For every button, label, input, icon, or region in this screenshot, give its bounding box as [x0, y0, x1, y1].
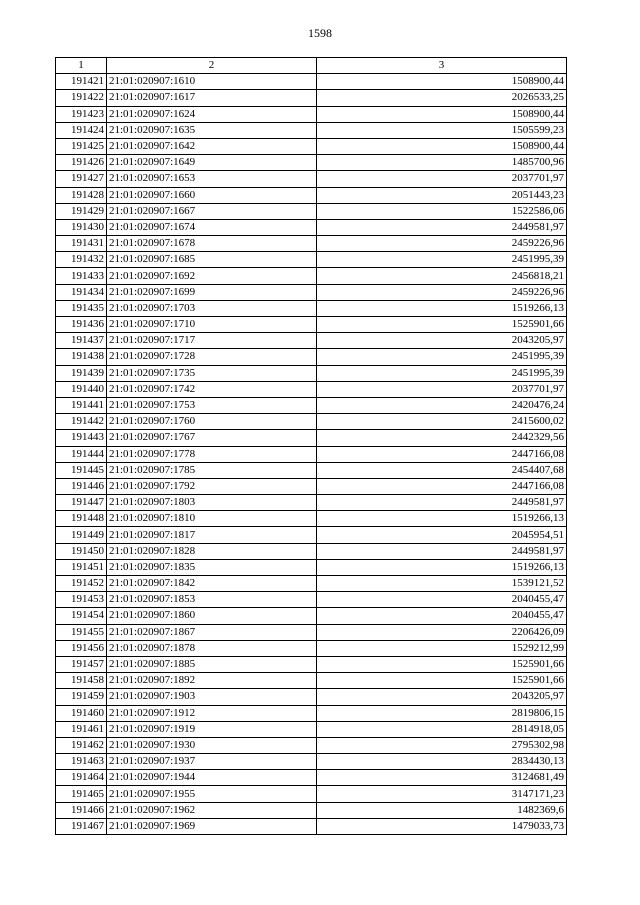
value-cell: 3124681,49 — [317, 770, 567, 786]
value-cell: 2043205,97 — [317, 689, 567, 705]
row-number-cell: 191436 — [56, 317, 107, 333]
table-row — [56, 478, 567, 494]
value-cell: 2795302,98 — [317, 737, 567, 753]
row-number-cell: 191447 — [56, 495, 107, 511]
value-cell: 1479033,73 — [317, 818, 567, 834]
table-row — [56, 673, 567, 689]
cadastral-number-cell: 21:01:020907:1962 — [107, 802, 317, 818]
cadastral-number-cell: 21:01:020907:1674 — [107, 219, 317, 235]
value-cell: 3147171,23 — [317, 786, 567, 802]
row-number-cell: 191460 — [56, 705, 107, 721]
cadastral-number-cell: 21:01:020907:1635 — [107, 122, 317, 138]
cadastral-number-cell: 21:01:020907:1742 — [107, 381, 317, 397]
row-number-cell: 191439 — [56, 365, 107, 381]
value-cell: 2037701,97 — [317, 171, 567, 187]
cadastral-number-cell: 21:01:020907:1660 — [107, 187, 317, 203]
row-number-cell: 191443 — [56, 430, 107, 446]
page-number: 1598 — [308, 26, 332, 40]
table-row — [56, 430, 567, 446]
cadastral-number-cell: 21:01:020907:1649 — [107, 155, 317, 171]
cadastral-number-cell: 21:01:020907:1642 — [107, 138, 317, 154]
cadastral-number-cell: 21:01:020907:1919 — [107, 721, 317, 737]
cadastral-number-cell: 21:01:020907:1835 — [107, 559, 317, 575]
row-number-cell: 191455 — [56, 624, 107, 640]
table-row — [56, 592, 567, 608]
cadastral-number-cell: 21:01:020907:1703 — [107, 300, 317, 316]
cadastral-number-cell: 21:01:020907:1828 — [107, 543, 317, 559]
row-number-cell: 191440 — [56, 381, 107, 397]
cadastral-number-cell: 21:01:020907:1753 — [107, 397, 317, 413]
table-row — [56, 527, 567, 543]
table-row — [56, 155, 567, 171]
table-row — [56, 656, 567, 672]
value-cell: 2449581,97 — [317, 495, 567, 511]
table-row — [56, 90, 567, 106]
value-cell: 2447166,08 — [317, 478, 567, 494]
table-row — [56, 365, 567, 381]
value-cell: 1508900,44 — [317, 74, 567, 90]
value-cell: 2814918,05 — [317, 721, 567, 737]
cadastral-number-cell: 21:01:020907:1912 — [107, 705, 317, 721]
cadastral-number-cell: 21:01:020907:1944 — [107, 770, 317, 786]
row-number-cell: 191456 — [56, 640, 107, 656]
table-row — [56, 705, 567, 721]
value-cell: 2449581,97 — [317, 543, 567, 559]
cadastral-number-cell: 21:01:020907:1778 — [107, 446, 317, 462]
table-row — [56, 786, 567, 802]
row-number-cell: 191450 — [56, 543, 107, 559]
table-row — [56, 511, 567, 527]
value-cell: 1525901,66 — [317, 656, 567, 672]
value-cell: 1522586,06 — [317, 203, 567, 219]
table-row — [56, 171, 567, 187]
cadastral-number-cell: 21:01:020907:1728 — [107, 349, 317, 365]
table-row — [56, 203, 567, 219]
value-cell: 2442329,56 — [317, 430, 567, 446]
row-number-cell: 191457 — [56, 656, 107, 672]
row-number-cell: 191433 — [56, 268, 107, 284]
table-row — [56, 543, 567, 559]
value-cell: 2045954,51 — [317, 527, 567, 543]
value-cell: 2454407,68 — [317, 462, 567, 478]
value-cell: 2819806,15 — [317, 705, 567, 721]
table-row — [56, 737, 567, 753]
value-cell: 1508900,44 — [317, 138, 567, 154]
cadastral-number-cell: 21:01:020907:1710 — [107, 317, 317, 333]
row-number-cell: 191426 — [56, 155, 107, 171]
value-cell: 2043205,97 — [317, 333, 567, 349]
value-cell: 1508900,44 — [317, 106, 567, 122]
cadastral-number-cell: 21:01:020907:1810 — [107, 511, 317, 527]
row-number-cell: 191424 — [56, 122, 107, 138]
row-number-cell: 191427 — [56, 171, 107, 187]
value-cell: 2447166,08 — [317, 446, 567, 462]
row-number-cell: 191437 — [56, 333, 107, 349]
table-row — [56, 624, 567, 640]
table-row — [56, 333, 567, 349]
value-cell: 2420476,24 — [317, 397, 567, 413]
cadastral-number-cell: 21:01:020907:1735 — [107, 365, 317, 381]
value-cell: 1525901,66 — [317, 317, 567, 333]
value-cell: 2206426,09 — [317, 624, 567, 640]
value-cell: 1529212,99 — [317, 640, 567, 656]
value-cell: 2456818,21 — [317, 268, 567, 284]
value-cell: 1482369,6 — [317, 802, 567, 818]
table-row — [56, 122, 567, 138]
table-row — [56, 640, 567, 656]
cadastral-number-cell: 21:01:020907:1937 — [107, 754, 317, 770]
cadastral-number-cell: 21:01:020907:1867 — [107, 624, 317, 640]
cadastral-number-cell: 21:01:020907:1792 — [107, 478, 317, 494]
value-cell: 1525901,66 — [317, 673, 567, 689]
table-row — [56, 349, 567, 365]
value-cell: 2040455,47 — [317, 592, 567, 608]
row-number-cell: 191441 — [56, 397, 107, 413]
value-cell: 2451995,39 — [317, 365, 567, 381]
table-row — [56, 252, 567, 268]
table-row — [56, 462, 567, 478]
row-number-cell: 191467 — [56, 818, 107, 834]
row-number-cell: 191438 — [56, 349, 107, 365]
cadastral-number-cell: 21:01:020907:1692 — [107, 268, 317, 284]
cadastral-number-cell: 21:01:020907:1667 — [107, 203, 317, 219]
cadastral-number-cell: 21:01:020907:1885 — [107, 656, 317, 672]
row-number-cell: 191449 — [56, 527, 107, 543]
row-number-cell: 191465 — [56, 786, 107, 802]
row-number-cell: 191444 — [56, 446, 107, 462]
row-number-cell: 191466 — [56, 802, 107, 818]
value-cell: 1485700,96 — [317, 155, 567, 171]
row-number-cell: 191429 — [56, 203, 107, 219]
cadastral-number-cell: 21:01:020907:1955 — [107, 786, 317, 802]
cadastral-number-cell: 21:01:020907:1930 — [107, 737, 317, 753]
cadastral-number-cell: 21:01:020907:1842 — [107, 576, 317, 592]
row-number-cell: 191422 — [56, 90, 107, 106]
value-cell: 1519266,13 — [317, 300, 567, 316]
row-number-cell: 191464 — [56, 770, 107, 786]
table-row — [56, 608, 567, 624]
cadastral-number-cell: 21:01:020907:1610 — [107, 74, 317, 90]
table-row — [56, 317, 567, 333]
column-header-2: 2 — [107, 58, 317, 74]
row-number-cell: 191434 — [56, 284, 107, 300]
row-number-cell: 191452 — [56, 576, 107, 592]
cadastral-number-cell: 21:01:020907:1860 — [107, 608, 317, 624]
row-number-cell: 191458 — [56, 673, 107, 689]
value-cell: 2459226,96 — [317, 236, 567, 252]
table-row — [56, 446, 567, 462]
row-number-cell: 191425 — [56, 138, 107, 154]
value-cell: 1519266,13 — [317, 511, 567, 527]
row-number-cell: 191462 — [56, 737, 107, 753]
table-header-row — [56, 58, 567, 74]
value-cell: 1505599,23 — [317, 122, 567, 138]
value-cell: 2051443,23 — [317, 187, 567, 203]
value-cell: 2040455,47 — [317, 608, 567, 624]
row-number-cell: 191435 — [56, 300, 107, 316]
table-row — [56, 268, 567, 284]
cadastral-number-cell: 21:01:020907:1803 — [107, 495, 317, 511]
table-row — [56, 818, 567, 834]
column-header-1: 1 — [56, 58, 107, 74]
table-row — [56, 381, 567, 397]
table-row — [56, 219, 567, 235]
table-row — [56, 770, 567, 786]
table-row — [56, 106, 567, 122]
cadastral-number-cell: 21:01:020907:1878 — [107, 640, 317, 656]
cadastral-number-cell: 21:01:020907:1853 — [107, 592, 317, 608]
row-number-cell: 191461 — [56, 721, 107, 737]
table-row — [56, 576, 567, 592]
row-number-cell: 191421 — [56, 74, 107, 90]
row-number-cell: 191423 — [56, 106, 107, 122]
table-row — [56, 74, 567, 90]
value-cell: 2451995,39 — [317, 252, 567, 268]
row-number-cell: 191428 — [56, 187, 107, 203]
cadastral-number-cell: 21:01:020907:1685 — [107, 252, 317, 268]
row-number-cell: 191445 — [56, 462, 107, 478]
table-row — [56, 397, 567, 413]
row-number-cell: 191459 — [56, 689, 107, 705]
cadastral-number-cell: 21:01:020907:1969 — [107, 818, 317, 834]
table-row — [56, 689, 567, 705]
table-row — [56, 187, 567, 203]
table-row — [56, 236, 567, 252]
cadastral-number-cell: 21:01:020907:1717 — [107, 333, 317, 349]
table-row — [56, 721, 567, 737]
cadastral-number-cell: 21:01:020907:1767 — [107, 430, 317, 446]
value-cell: 2026533,25 — [317, 90, 567, 106]
value-cell: 2451995,39 — [317, 349, 567, 365]
cadastral-number-cell: 21:01:020907:1678 — [107, 236, 317, 252]
table-row — [56, 300, 567, 316]
row-number-cell: 191431 — [56, 236, 107, 252]
data-table — [55, 57, 567, 835]
table-row — [56, 802, 567, 818]
row-number-cell: 191451 — [56, 559, 107, 575]
cadastral-number-cell: 21:01:020907:1817 — [107, 527, 317, 543]
cadastral-number-cell: 21:01:020907:1624 — [107, 106, 317, 122]
row-number-cell: 191453 — [56, 592, 107, 608]
value-cell: 2834430,13 — [317, 754, 567, 770]
table-body — [56, 74, 567, 835]
value-cell: 2449581,97 — [317, 219, 567, 235]
table-row — [56, 414, 567, 430]
cadastral-number-cell: 21:01:020907:1653 — [107, 171, 317, 187]
value-cell: 2459226,96 — [317, 284, 567, 300]
table-row — [56, 754, 567, 770]
row-number-cell: 191430 — [56, 219, 107, 235]
row-number-cell: 191463 — [56, 754, 107, 770]
cadastral-number-cell: 21:01:020907:1617 — [107, 90, 317, 106]
value-cell: 1519266,13 — [317, 559, 567, 575]
row-number-cell: 191432 — [56, 252, 107, 268]
row-number-cell: 191448 — [56, 511, 107, 527]
cadastral-number-cell: 21:01:020907:1903 — [107, 689, 317, 705]
table-row — [56, 559, 567, 575]
column-header-3: 3 — [317, 58, 567, 74]
table-row — [56, 284, 567, 300]
row-number-cell: 191442 — [56, 414, 107, 430]
value-cell: 1539121,52 — [317, 576, 567, 592]
table-row — [56, 495, 567, 511]
cadastral-number-cell: 21:01:020907:1785 — [107, 462, 317, 478]
row-number-cell: 191446 — [56, 478, 107, 494]
cadastral-number-cell: 21:01:020907:1760 — [107, 414, 317, 430]
value-cell: 2037701,97 — [317, 381, 567, 397]
cadastral-number-cell: 21:01:020907:1699 — [107, 284, 317, 300]
table-row — [56, 138, 567, 154]
value-cell: 2415600,02 — [317, 414, 567, 430]
cadastral-number-cell: 21:01:020907:1892 — [107, 673, 317, 689]
row-number-cell: 191454 — [56, 608, 107, 624]
